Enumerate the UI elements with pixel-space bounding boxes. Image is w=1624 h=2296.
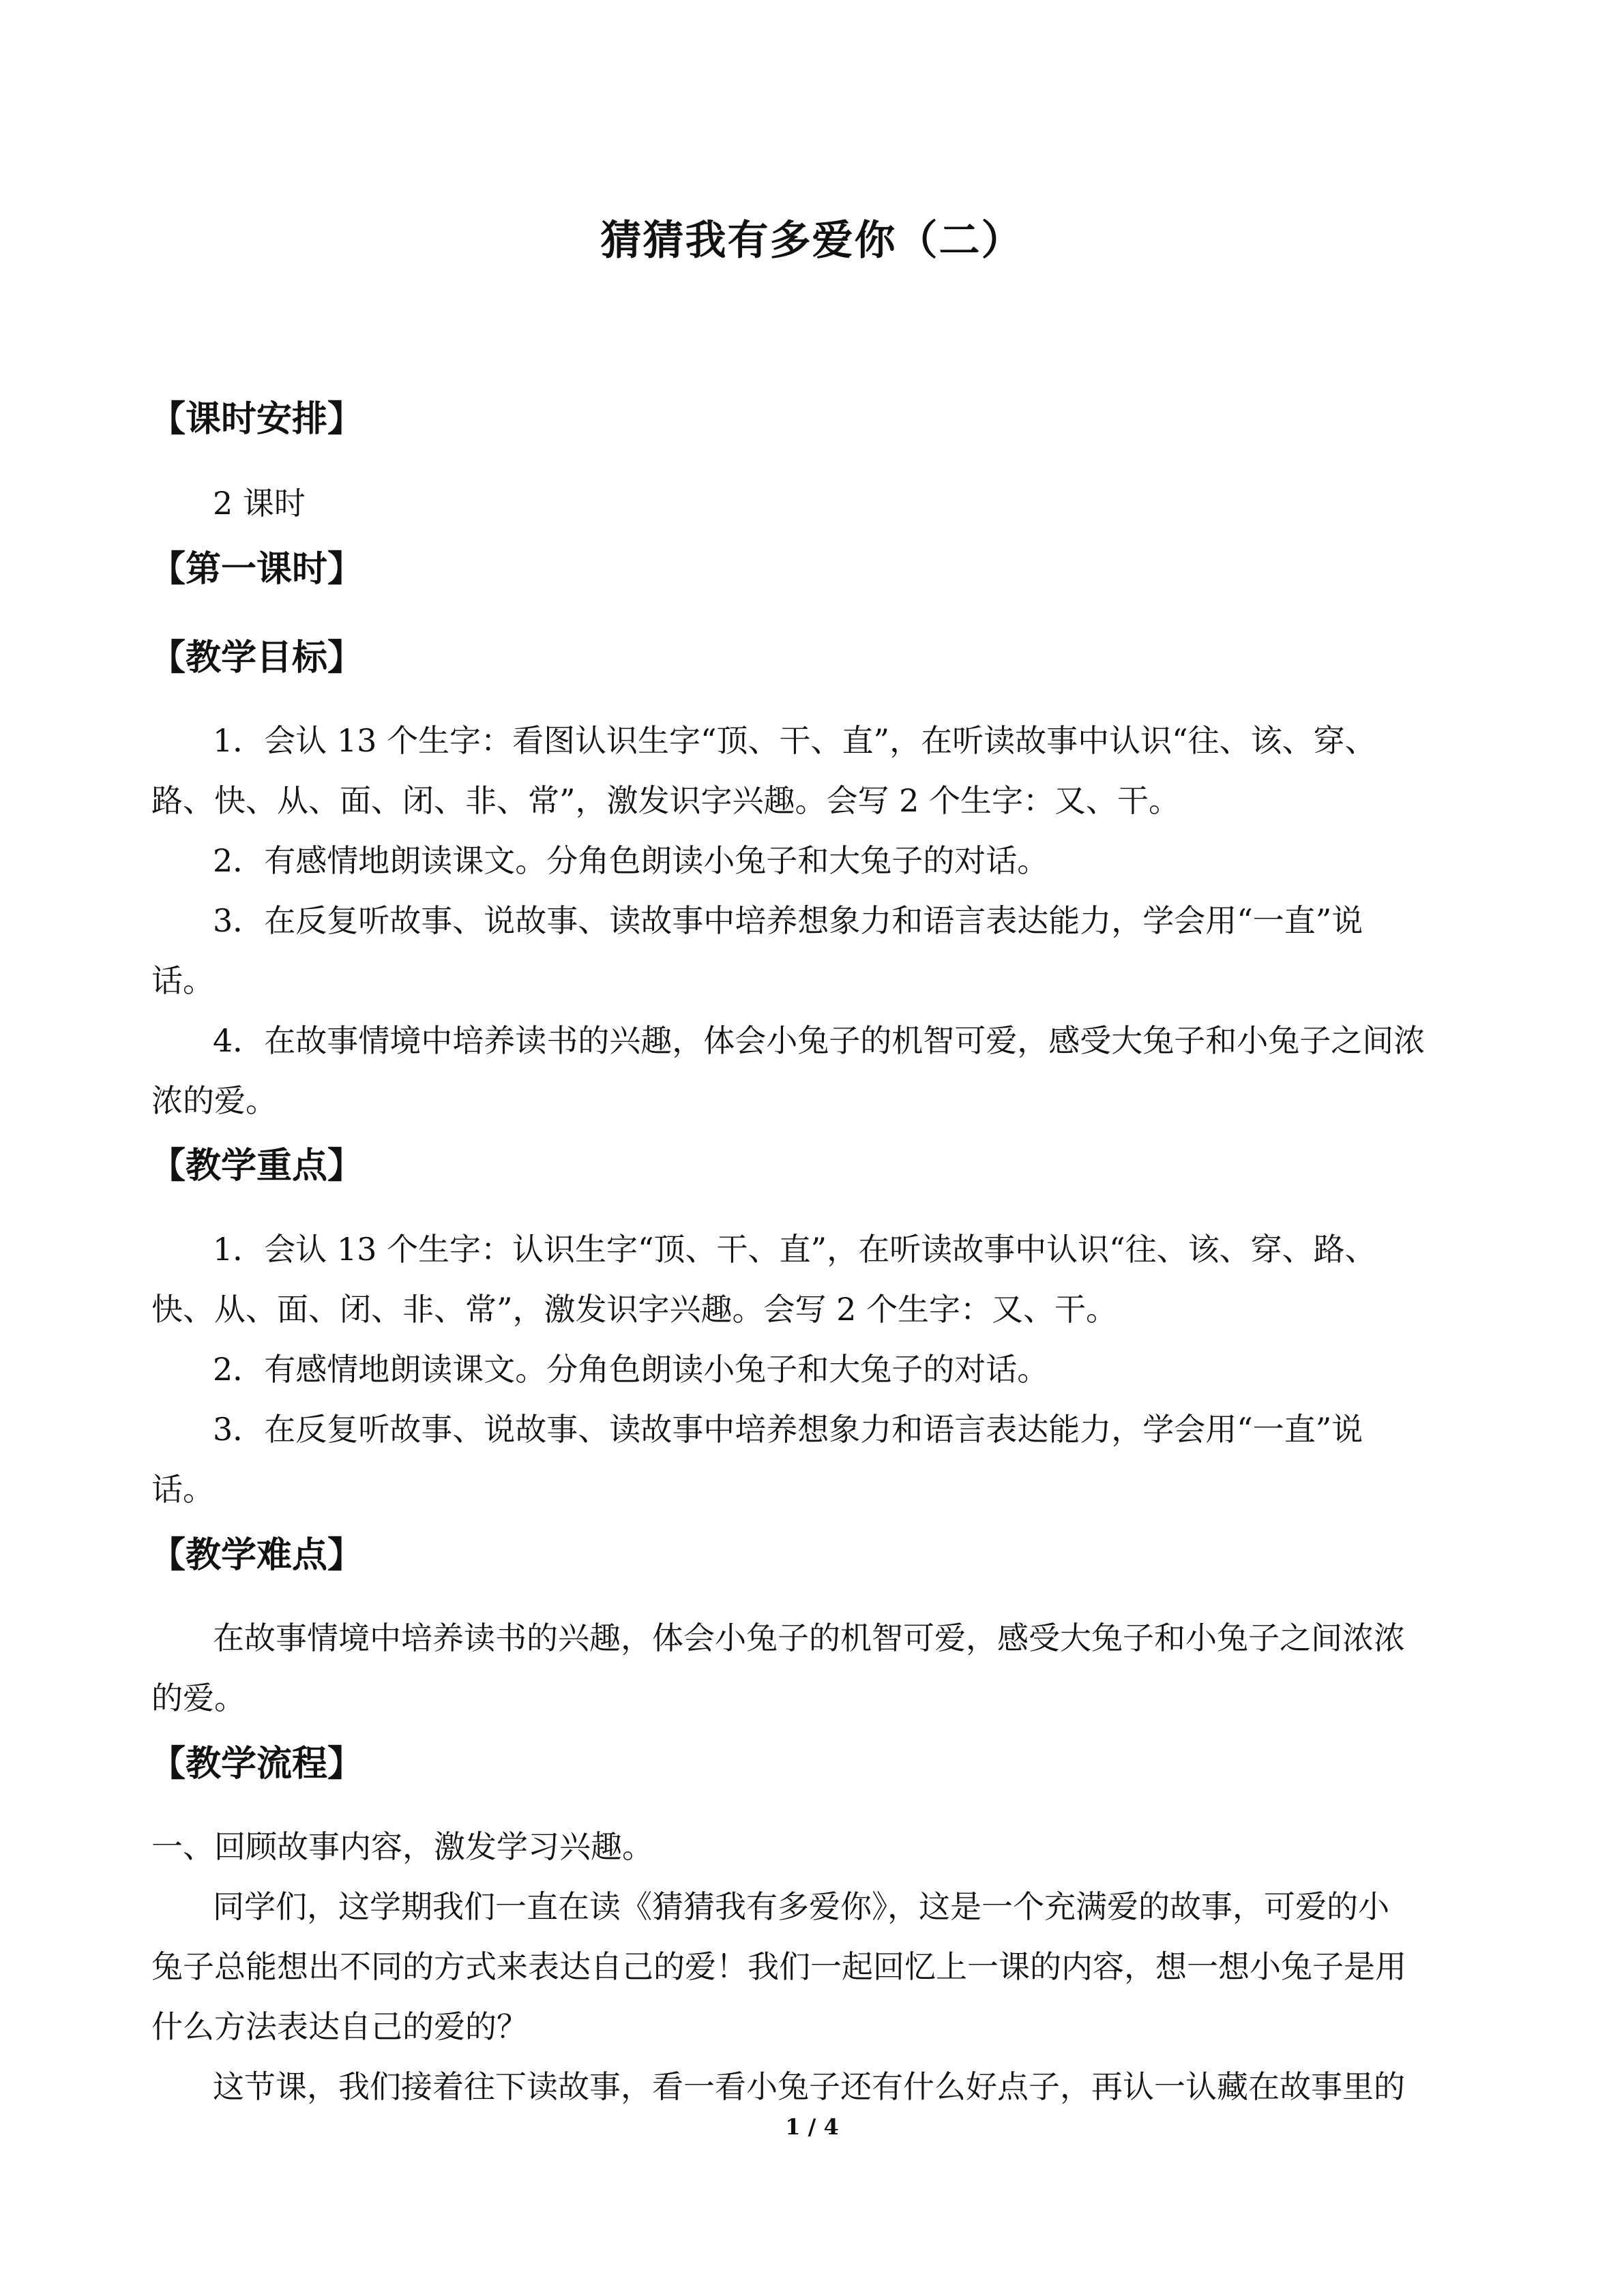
objective-line: 4．在故事情境中培养读书的兴趣，体会小兔子的机智可爱，感受大兔子和小兔子之间浓 [213, 1022, 1426, 1059]
process-line: 兔子总能想出不同的方式来表达自己的爱！我们一起回忆上一课的内容，想一想小兔子是用 [151, 1948, 1406, 1985]
objective-line: 2．有感情地朗读课文。分角色朗读小兔子和大兔子的对话。 [213, 842, 1049, 879]
key-point-line: 话。 [151, 1471, 214, 1508]
key-point-line: 2．有感情地朗读课文。分角色朗读小兔子和大兔子的对话。 [213, 1351, 1049, 1388]
process-line: 同学们，这学期我们一直在读《猜猜我有多爱你》，这是一个充满爱的故事，可爱的小 [213, 1888, 1389, 1925]
heading-objectives: 【教学目标】 [150, 638, 364, 679]
objective-line: 3．在反复听故事、说故事、读故事中培养想象力和语言表达能力，学会用“一直”说 [213, 902, 1363, 939]
page-number: 1 / 4 [785, 2114, 839, 2140]
heading-key-points: 【教学重点】 [150, 1146, 364, 1187]
key-point-line: 3．在反复听故事、说故事、读故事中培养想象力和语言表达能力，学会用“一直”说 [213, 1411, 1363, 1448]
key-point-line: 1．会认 13 个生字：认识生字“顶、干、直”，在听读故事中认识“往、该、穿、路、 [213, 1231, 1376, 1268]
difficulty-line: 的爱。 [151, 1680, 246, 1716]
heading-schedule: 【课时安排】 [150, 399, 364, 440]
objective-line: 浓的爱。 [151, 1082, 277, 1119]
heading-difficulties: 【教学难点】 [150, 1535, 364, 1576]
process-line: 这节课，我们接着往下读故事，看一看小兔子还有什么好点子，再认一认藏在故事里的 [213, 2068, 1405, 2105]
process-line: 一、回顾故事内容，激发学习兴趣。 [151, 1828, 653, 1865]
objective-line: 1．会认 13 个生字：看图认识生字“顶、干、直”，在听读故事中认识“往、该、穿、 [213, 722, 1376, 759]
objective-line: 话。 [151, 962, 214, 999]
difficulty-line: 在故事情境中培养读书的兴趣，体会小兔子的机智可爱，感受大兔子和小兔子之间浓浓 [213, 1620, 1405, 1656]
objective-line: 路、快、从、面、闭、非、常”，激发识字兴趣。会写 2 个生字：又、干。 [151, 782, 1181, 819]
heading-first-lesson: 【第一课时】 [150, 549, 364, 590]
page-title: 猜猜我有多爱你（二） [600, 217, 1024, 265]
schedule-line: 2 课时 [213, 485, 306, 522]
key-point-line: 快、从、面、闭、非、常”，激发识字兴趣。会写 2 个生字：又、干。 [151, 1291, 1118, 1328]
process-line: 什么方法表达自己的爱的？ [151, 2008, 528, 2045]
heading-process: 【教学流程】 [150, 1744, 364, 1785]
